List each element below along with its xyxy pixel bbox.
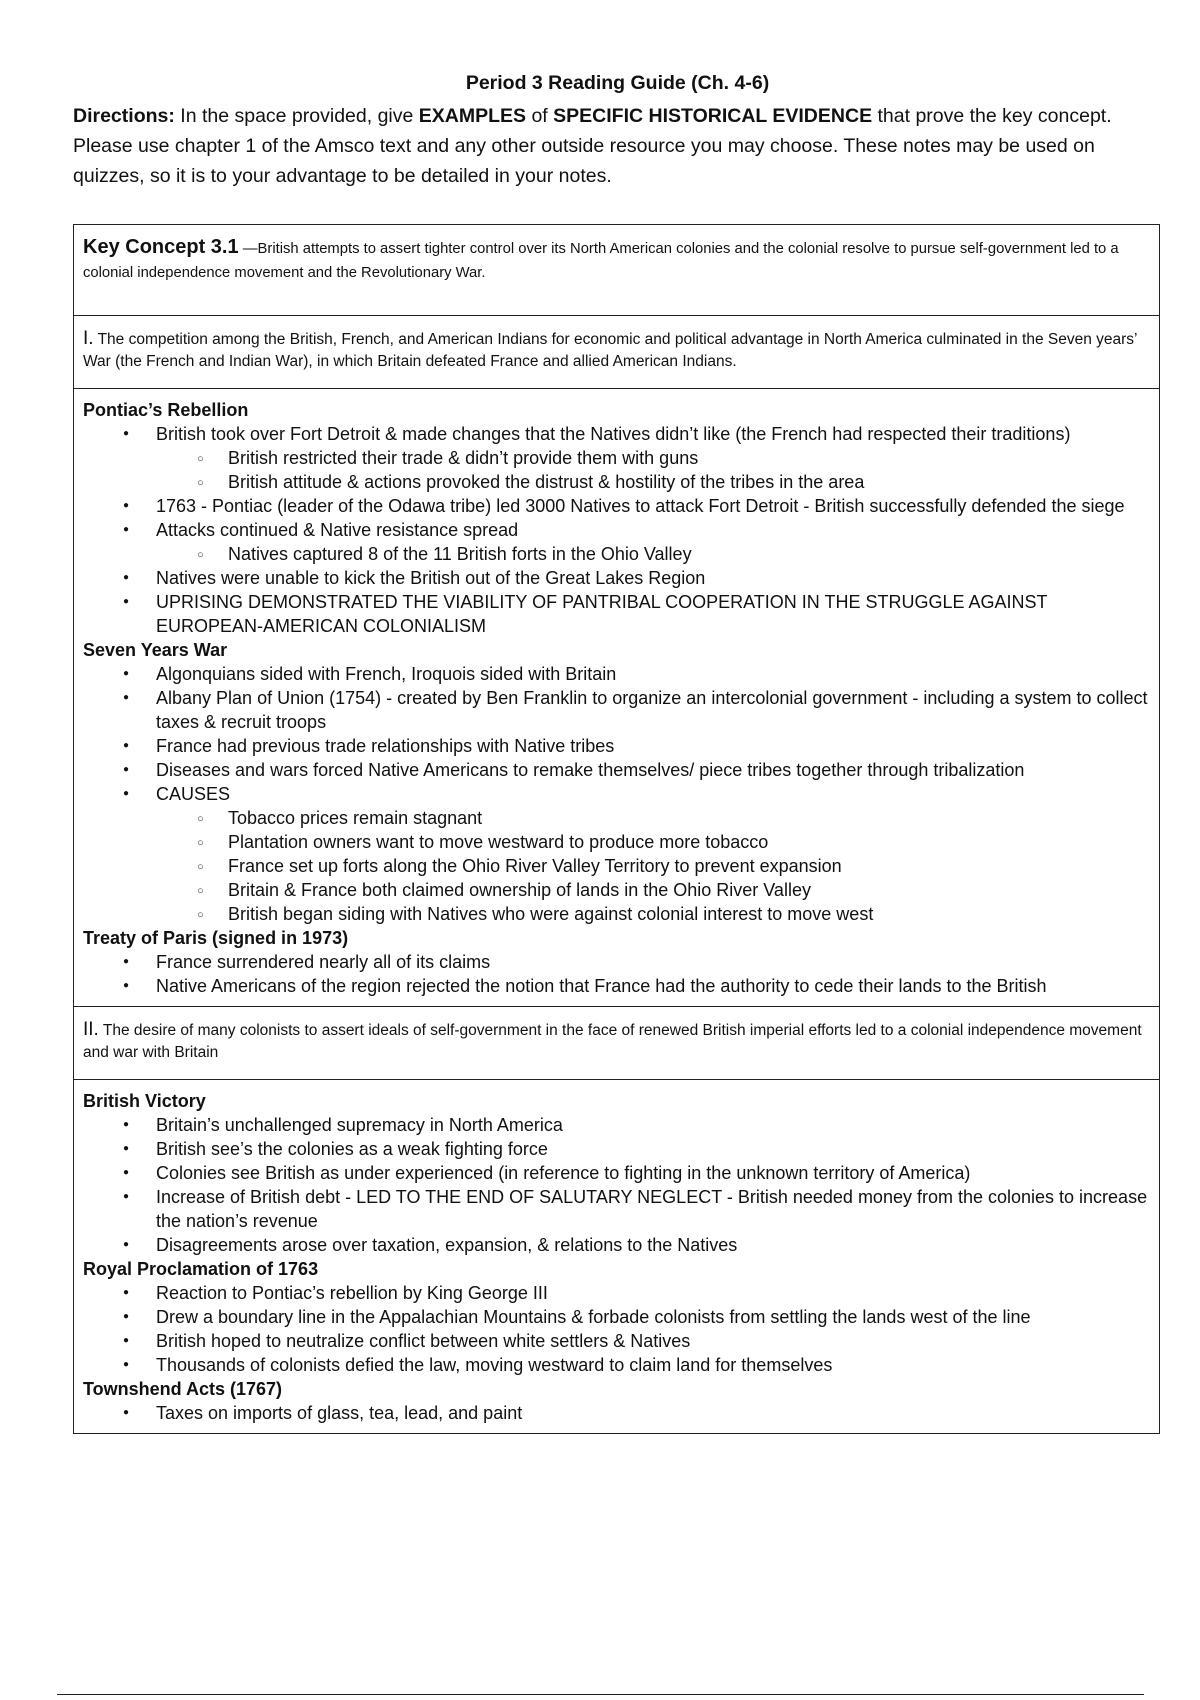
bullet-item: ● Britain’s unchallenged supremacy in North America [83, 1113, 1150, 1137]
directions-text: In the space provided, give [174, 105, 419, 127]
section-heading-british-victory: British Victory [83, 1091, 206, 1111]
bullet-item: ● France had previous trade relationships with Native tribes [83, 734, 1150, 758]
sub-bullet-item: ○ Tobacco prices remain stagnant [83, 806, 1150, 830]
part-two-notes-cell[interactable] [74, 1080, 1160, 1434]
bullet-item: ● Albany Plan of Union (1754) - created by Ben Franklin to organize an intercolonial government - including a system to collect taxes & recruit troops [83, 686, 1150, 734]
footer-divider [57, 1694, 1144, 1695]
directions-text: of [526, 105, 554, 127]
section-heading-royal-proclamation: Royal Proclamation of 1763 [83, 1259, 319, 1279]
part-one-notes-cell[interactable] [74, 389, 1160, 1007]
bullet-item: ● British see’s the colonies as a weak fighting force [83, 1137, 1150, 1161]
bullet-item: ● Drew a boundary line in the Appalachian Mountains & forbade colonists from settling the lands west of the line [83, 1305, 1150, 1329]
sub-bullet-item: ○ Plantation owners want to move westward to produce more tobacco [83, 830, 1150, 854]
bullet-item: ● Taxes on imports of glass, tea, lead, and paint [83, 1401, 1150, 1425]
section-heading-seven-years-war: Seven Years War [83, 640, 228, 660]
directions-emphasis: EXAMPLES [418, 105, 527, 127]
section-heading-townshend-acts: Townshend Acts (1767) [83, 1379, 283, 1399]
bullet-list [83, 662, 1150, 926]
bullet-item: ● British hoped to neutralize conflict between white settlers & Natives [83, 1329, 1150, 1353]
bullet-item: ● Native Americans of the region rejected the notion that France had the authority to cede their lands to the British [83, 974, 1150, 998]
bullet-item: ● British took over Fort Detroit & made changes that the Natives didn’t like (the French had respected their traditions) [83, 422, 1150, 446]
sub-bullet-item: ○ British attitude & actions provoked the distrust & hostility of the tribes in the area [83, 470, 1150, 494]
key-concept-heading: Key Concept 3.1 [83, 236, 239, 258]
bullet-item: ● Increase of British debt - LED TO THE END OF SALUTARY NEGLECT - British needed money from the colonies to increase the nation’s revenue [83, 1185, 1150, 1233]
bullet-list [83, 1113, 1150, 1257]
page-title: Period 3 Reading Guide (Ch. 4-6) [465, 72, 770, 94]
bullet-item: ● France surrendered nearly all of its claims [83, 950, 1150, 974]
part-one-numeral: I. [83, 328, 94, 349]
bullet-item: ● Diseases and wars forced Native Americans to remake themselves/ piece tribes together through tribalization [83, 758, 1150, 782]
part-two-prompt-cell [74, 1007, 1160, 1080]
sub-bullet-item: ○ Britain & France both claimed ownership of lands in the Ohio River Valley [83, 878, 1150, 902]
directions-emphasis: SPECIFIC HISTORICAL EVIDENCE [553, 105, 873, 127]
bullet-item: ● Thousands of colonists defied the law, moving westward to claim land for themselves [83, 1353, 1150, 1377]
sub-bullet-item: ○ British began siding with Natives who were against colonial interest to move west [83, 902, 1150, 926]
sub-bullet-item: ○ France set up forts along the Ohio River Valley Territory to prevent expansion [83, 854, 1150, 878]
bullet-item: ● Colonies see British as under experienced (in reference to fighting in the unknown territory of America) [83, 1161, 1150, 1185]
part-two-prompt-text: The desire of many colonists to assert ideals of self-government in the face of renewed British imperial efforts led to a colonial independence movement and war with Britain [83, 1022, 1142, 1061]
section-heading-pontiac: Pontiac’s Rebellion [83, 400, 249, 420]
bullet-item: ● Natives were unable to kick the British out of the Great Lakes Region [83, 566, 1150, 590]
directions-label: Directions: [73, 105, 175, 127]
bullet-list [83, 422, 1150, 638]
bullet-item: ● Reaction to Pontiac’s rebellion by King George III [83, 1281, 1150, 1305]
section-heading-treaty-of-paris: Treaty of Paris (signed in 1973) [83, 928, 349, 948]
key-concept-cell [74, 225, 1160, 316]
part-two-numeral: II. [83, 1019, 99, 1040]
bullet-item: ● CAUSES [83, 782, 1150, 806]
bullet-item: ● UPRISING DEMONSTRATED THE VIABILITY OF PANTRIBAL COOPERATION IN THE STRUGGLE AGAINST EUROPEAN-AMERICAN COLONIALISM [83, 590, 1150, 638]
part-one-prompt-text: The competition among the British, French, and American Indians for economic and political advantage in North America culminated in the Seven years’ War (the French and Indian War), in which Britain defeated France and allied American Indians. [83, 331, 1137, 370]
part-one-prompt-cell [74, 316, 1160, 389]
bullet-list [83, 1281, 1150, 1377]
bullet-item: ● Attacks continued & Native resistance spread [83, 518, 1150, 542]
bullet-list [83, 950, 1150, 998]
bullet-item: ● Algonquians sided with French, Iroquois sided with Britain [83, 662, 1150, 686]
key-concept-text: —British attempts to assert tighter control over its North American colonies and the colonial resolve to pursue self-government led to a colonial independence movement and the Revolutionary War. [83, 241, 1119, 281]
directions-text: that prove the key concept. Please use chapter 1 of the Amsco text and any other outside resource you may choose. These notes may be used on quizzes, so it is to your advantage to be detailed in your notes. [73, 105, 1112, 187]
sub-bullet-item: ○ Natives captured 8 of the 11 British forts in the Ohio Valley [83, 542, 1150, 566]
reading-guide-table [73, 224, 1160, 1434]
directions-paragraph [73, 101, 1153, 191]
bullet-item: ● Disagreements arose over taxation, expansion, & relations to the Natives [83, 1233, 1150, 1257]
bullet-list [83, 1401, 1150, 1425]
bullet-item: ● 1763 - Pontiac (leader of the Odawa tribe) led 3000 Natives to attack Fort Detroit - British successfully defended the siege [83, 494, 1150, 518]
sub-bullet-item: ○ British restricted their trade & didn’t provide them with guns [83, 446, 1150, 470]
